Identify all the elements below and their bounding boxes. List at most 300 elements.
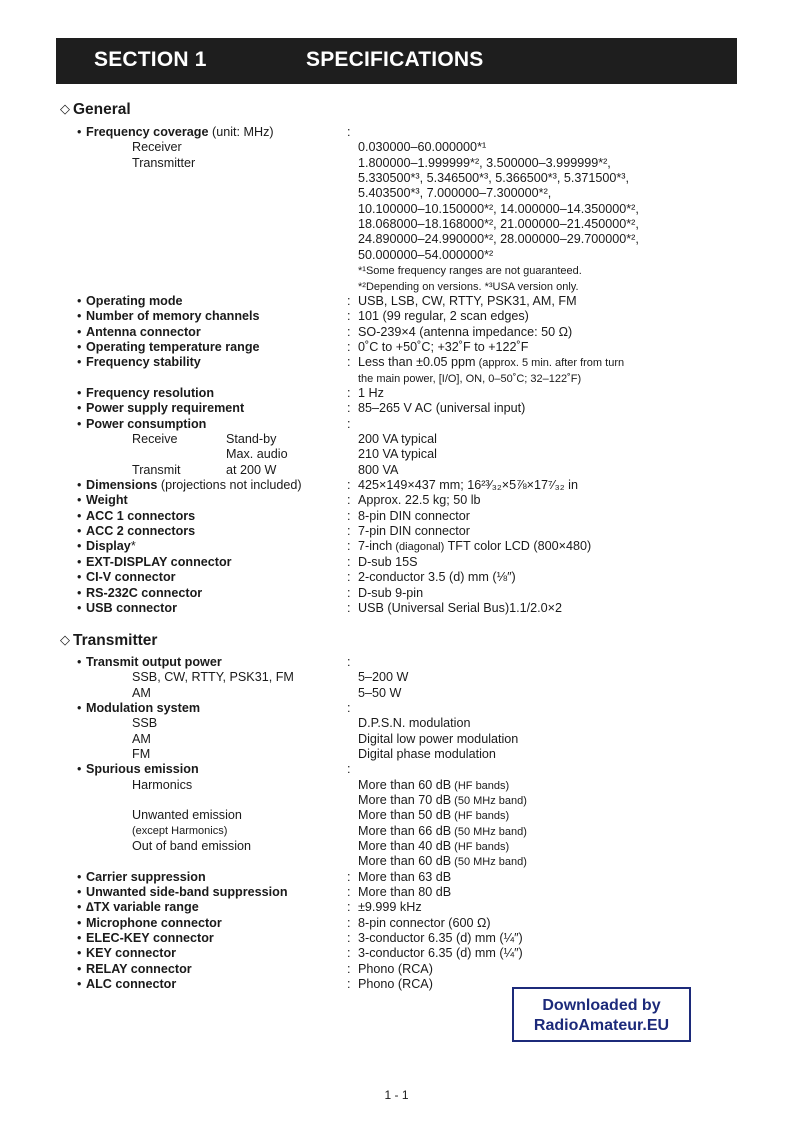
spec-value	[358, 716, 470, 731]
spec-value	[358, 670, 408, 685]
spec-label-bold: ELEC-KEY connector	[86, 930, 214, 945]
spec-label	[77, 946, 176, 961]
spec-value-note: (50 MHz band)	[451, 856, 527, 869]
spec-sublabel: Receive	[132, 432, 178, 446]
spec-label	[77, 555, 232, 570]
spec-row	[0, 839, 793, 854]
spec-label	[77, 340, 260, 355]
bullet-icon: •	[77, 554, 82, 569]
spec-value-text: 5–50 W	[358, 685, 402, 700]
spec-label	[77, 325, 201, 340]
bullet-icon: •	[77, 585, 82, 600]
bullet-icon: •	[77, 961, 82, 976]
bullet-icon: •	[77, 385, 82, 400]
spec-label-bold: ACC 1 connectors	[86, 508, 196, 523]
spec-value-text: 7-inch	[358, 539, 393, 554]
spec-row	[0, 539, 793, 554]
spec-colon: :	[347, 355, 351, 370]
spec-sublabel: Unwanted emission	[132, 808, 242, 823]
spec-value-note: (HF bands)	[451, 810, 510, 823]
spec-row	[0, 171, 793, 186]
spec-value	[358, 778, 509, 794]
spec-sublabel: AM	[132, 731, 151, 746]
spec-label	[77, 539, 136, 554]
spec-colon: :	[347, 655, 351, 669]
spec-row	[0, 570, 793, 585]
spec-label-bold: Power supply requirement	[86, 401, 245, 416]
spec-label-bold: Power consumption	[86, 416, 207, 431]
spec-value	[358, 447, 437, 462]
spec-row	[0, 524, 793, 539]
spec-colon: :	[347, 900, 351, 915]
spec-label-bold: Unwanted side-band suppression	[86, 884, 288, 899]
spec-value	[358, 977, 433, 992]
bullet-icon: •	[77, 976, 82, 991]
spec-value	[358, 808, 509, 824]
bullet-icon: •	[77, 309, 82, 324]
spec-value-text: 1.800000–1.999999*², 3.500000–3.999999*²,	[358, 155, 611, 170]
spec-row	[0, 601, 793, 616]
spec-colon: :	[347, 524, 351, 539]
spec-value	[358, 946, 523, 961]
spec-value	[358, 171, 629, 186]
spec-row	[0, 670, 793, 685]
spec-colon: :	[347, 946, 351, 961]
spec-value-text: 0˚C to +50˚C; +32˚F to +122˚F	[358, 339, 529, 354]
spec-value	[358, 432, 437, 447]
spec-label-bold: KEY connector	[86, 946, 177, 961]
spec-value	[358, 539, 591, 555]
spec-row	[0, 701, 793, 716]
spec-label	[77, 417, 206, 432]
spec-value	[358, 140, 486, 155]
bullet-icon: •	[77, 293, 82, 308]
bullet-icon: •	[77, 930, 82, 945]
spec-value	[358, 217, 639, 232]
spec-value	[358, 839, 509, 855]
spec-label-bold: Microphone connector	[86, 915, 222, 930]
bullet-icon: •	[77, 884, 82, 899]
spec-row	[0, 325, 793, 340]
spec-label	[77, 870, 206, 885]
spec-row	[0, 870, 793, 885]
spec-value-text: More than 80 dB	[358, 884, 452, 899]
spec-label-bold: RELAY connector	[86, 961, 192, 976]
spec-sublabel: FM	[132, 746, 151, 761]
spec-value-text: Phono (RCA)	[358, 961, 433, 976]
spec-row	[0, 509, 793, 524]
spec-row	[0, 778, 793, 793]
spec-value	[358, 279, 579, 295]
spec-colon: :	[347, 600, 351, 615]
spec-value	[358, 916, 491, 931]
spec-value-text: 8-pin connector (600 Ω)	[358, 915, 491, 930]
spec-label-bold: Carrier suppression	[86, 869, 206, 884]
spec-value-text: Less than ±0.05 ppm	[358, 355, 476, 370]
spec-value-text: USB (Universal Serial Bus)1.1/2.0×2	[358, 600, 563, 615]
spec-row	[0, 793, 793, 808]
bullet-icon: •	[77, 493, 82, 508]
spec-row	[0, 854, 793, 869]
download-watermark-badge: Downloaded by RadioAmateur.EU	[512, 987, 691, 1042]
spec-value-text: More than 70 dB	[358, 792, 452, 807]
spec-value	[358, 355, 624, 371]
spec-sublabel: Harmonics	[132, 777, 193, 792]
spec-label	[77, 931, 214, 946]
transmitter-heading: ◇ Transmitter	[60, 632, 158, 649]
spec-value-text: D-sub 9-pin	[358, 585, 424, 600]
bullet-icon: •	[77, 869, 82, 884]
spec-value	[358, 186, 551, 201]
spec-value-text: 24.890000–24.990000*², 28.000000–29.700000*²,	[358, 232, 639, 247]
spec-value-text: USB, LSB, CW, RTTY, PSK31, AM, FM	[358, 293, 577, 308]
spec-label-bold: USB connector	[86, 600, 177, 615]
spec-label	[77, 355, 201, 370]
spec-value	[358, 870, 451, 885]
spec-row	[0, 463, 793, 478]
spec-label	[77, 655, 222, 670]
spec-value-text: 1 Hz	[358, 385, 384, 400]
spec-label-bold: Operating temperature range	[86, 339, 260, 354]
spec-row	[0, 140, 793, 155]
spec-value-note: (diagonal)	[392, 541, 445, 554]
spec-colon: :	[347, 762, 351, 777]
diamond-icon: ◇	[60, 101, 70, 116]
spec-label-bold: ALC connector	[86, 976, 177, 991]
spec-colon: :	[347, 125, 351, 139]
bullet-icon: •	[77, 416, 82, 431]
spec-value-note: (HF bands)	[451, 779, 510, 792]
bullet-icon: •	[77, 125, 82, 139]
spec-value-text: *²Depending on versions. *³USA version only.	[358, 280, 579, 293]
spec-value-note: (approx. 5 min. after from turn	[475, 357, 625, 370]
spec-value-text: 2-conductor 3.5 (d) mm (⅛″)	[358, 570, 516, 585]
spec-colon: :	[347, 570, 351, 585]
spec-value-text: 800 VA	[358, 462, 399, 477]
spec-label	[77, 524, 195, 539]
spec-row	[0, 493, 793, 508]
spec-row	[0, 202, 793, 217]
spec-value	[358, 900, 422, 915]
spec-value	[358, 309, 529, 324]
spec-colon: :	[347, 478, 351, 493]
spec-row	[0, 386, 793, 401]
spec-value-text: More than 60 dB	[358, 777, 452, 792]
section-number: SECTION 1	[94, 48, 207, 71]
spec-sublabel: SSB	[132, 716, 158, 731]
spec-label-bold: EXT-DISPLAY connector	[86, 554, 232, 569]
spec-label	[77, 493, 128, 508]
spec-row	[0, 355, 793, 370]
spec-value-text: SO-239×4 (antenna impedance: 50 Ω)	[358, 324, 573, 339]
spec-row	[0, 263, 793, 278]
spec-label-bold: Display	[86, 539, 131, 554]
spec-value	[358, 601, 562, 616]
spec-value-text: 50.000000–54.000000*²	[358, 247, 494, 262]
spec-sublabel-condition: at 200 W	[226, 462, 277, 477]
spec-row	[0, 432, 793, 447]
spec-value-text: D-sub 15S	[358, 554, 418, 569]
spec-label-note: *	[130, 539, 136, 554]
spec-row	[0, 655, 793, 670]
spec-label	[77, 977, 176, 992]
spec-value	[358, 509, 470, 524]
spec-value	[358, 686, 401, 701]
spec-value	[358, 793, 527, 809]
bullet-icon: •	[77, 401, 82, 416]
spec-value-text: 0.030000–60.000000*¹	[358, 140, 487, 155]
spec-colon: :	[347, 309, 351, 324]
spec-value-note: (HF bands)	[451, 840, 510, 853]
spec-value	[358, 263, 582, 279]
spec-value-note: (50 MHz band)	[451, 794, 527, 807]
spec-row	[0, 931, 793, 946]
spec-value	[358, 294, 577, 309]
spec-row	[0, 340, 793, 355]
spec-value-text: More than 66 dB	[358, 823, 452, 838]
spec-label	[77, 125, 274, 140]
spec-row	[0, 946, 793, 961]
spec-label-bold: CI-V connector	[86, 570, 176, 585]
spec-value-text: 85–265 V AC (universal input)	[358, 401, 526, 416]
spec-value	[358, 156, 611, 171]
spec-sublabel-condition: Max. audio	[226, 447, 288, 462]
spec-row	[0, 371, 793, 386]
spec-row	[0, 125, 793, 140]
bullet-icon: •	[77, 600, 82, 615]
spec-label-note: (projections not included)	[157, 478, 302, 493]
spec-colon: :	[347, 884, 351, 899]
spec-value-text: 10.100000–10.150000*², 14.000000–14.350000*²,	[358, 201, 639, 216]
spec-value	[358, 854, 527, 870]
spec-colon: :	[347, 385, 351, 400]
spec-value	[358, 555, 418, 570]
spec-value-text: Approx. 22.5 kg; 50 lb	[358, 493, 481, 508]
spec-colon: :	[347, 961, 351, 976]
spec-colon: :	[347, 293, 351, 308]
spec-value	[358, 340, 528, 355]
spec-label-note: (unit: MHz)	[208, 125, 274, 139]
bullet-icon: •	[77, 570, 82, 585]
spec-colon: :	[347, 554, 351, 569]
spec-sublabel: SSB, CW, RTTY, PSK31, FM	[132, 670, 294, 685]
spec-colon: :	[347, 539, 351, 554]
spec-row	[0, 900, 793, 915]
spec-label	[77, 916, 222, 931]
spec-label-bold: ∆TX variable range	[86, 900, 199, 915]
spec-label	[77, 509, 195, 524]
bullet-icon: •	[77, 700, 82, 715]
spec-row	[0, 478, 793, 493]
spec-row	[0, 732, 793, 747]
spec-value	[358, 824, 527, 840]
spec-row	[0, 401, 793, 416]
spec-value-text: 8-pin DIN connector	[358, 508, 470, 523]
spec-colon: :	[347, 915, 351, 930]
spec-colon: :	[347, 700, 351, 715]
spec-value	[358, 493, 481, 508]
spec-value-text: 200 VA typical	[358, 432, 437, 446]
bullet-icon: •	[77, 324, 82, 339]
spec-value	[358, 962, 433, 977]
spec-row	[0, 186, 793, 201]
spec-value-text: More than 63 dB	[358, 869, 452, 884]
bullet-icon: •	[77, 508, 82, 523]
spec-row	[0, 747, 793, 762]
spec-value	[358, 885, 451, 900]
spec-row	[0, 916, 793, 931]
spec-value	[358, 478, 578, 493]
spec-row	[0, 962, 793, 977]
spec-value-text: 3-conductor 6.35 (d) mm (¼″)	[358, 946, 523, 961]
spec-label	[77, 570, 176, 585]
spec-value	[358, 325, 572, 340]
spec-value-text: ±9.999 kHz	[358, 900, 422, 915]
bullet-icon: •	[77, 900, 82, 915]
spec-value	[358, 524, 470, 539]
spec-label-bold: ACC 2 connectors	[86, 524, 196, 539]
spec-value-text: the main power, [I/O], ON, 0–50˚C; 32–122˚F)	[358, 372, 582, 385]
spec-label	[77, 701, 200, 716]
spec-row	[0, 808, 793, 823]
spec-colon: :	[347, 930, 351, 945]
spec-value-text: More than 50 dB	[358, 808, 452, 823]
spec-value	[358, 586, 423, 601]
spec-label	[77, 386, 214, 401]
spec-value-text: More than 40 dB	[358, 838, 452, 853]
spec-value	[358, 202, 639, 217]
bullet-icon: •	[77, 655, 82, 669]
spec-label	[77, 962, 192, 977]
spec-row	[0, 885, 793, 900]
spec-row	[0, 824, 793, 839]
spec-label-bold: Number of memory channels	[86, 309, 260, 324]
spec-row	[0, 586, 793, 601]
spec-value-text: D.P.S.N. modulation	[358, 716, 471, 731]
spec-label	[77, 309, 260, 324]
spec-row	[0, 248, 793, 263]
spec-colon: :	[347, 339, 351, 354]
spec-row	[0, 716, 793, 731]
bullet-icon: •	[77, 762, 82, 777]
spec-label-bold: Frequency coverage	[86, 125, 209, 139]
spec-label	[77, 885, 288, 900]
spec-label-bold: Operating mode	[86, 293, 183, 308]
spec-label	[77, 401, 244, 416]
spec-label-bold: Frequency resolution	[86, 385, 215, 400]
spec-label-bold: Transmit output power	[86, 655, 222, 669]
spec-label-bold: Modulation system	[86, 700, 201, 715]
spec-value-text: Phono (RCA)	[358, 976, 433, 991]
spec-row	[0, 279, 793, 294]
spec-value-text: Digital phase modulation	[358, 746, 496, 761]
spec-label	[77, 762, 199, 777]
spec-value	[358, 371, 581, 387]
spec-value-text: *¹Some frequency ranges are not guaranteed.	[358, 265, 582, 278]
spec-value	[358, 747, 496, 762]
spec-row	[0, 156, 793, 171]
spec-value-text: 425×149×437 mm; 16²³⁄₃₂×5⅞×17⁷⁄₃₂ in	[358, 478, 578, 493]
bullet-icon: •	[77, 478, 82, 493]
spec-label	[77, 601, 177, 616]
bullet-icon: •	[77, 539, 82, 554]
spec-row	[0, 217, 793, 232]
spec-colon: :	[347, 324, 351, 339]
bullet-icon: •	[77, 915, 82, 930]
spec-label-bold: RS-232C connector	[86, 585, 203, 600]
spec-colon: :	[347, 869, 351, 884]
section-header	[56, 38, 737, 84]
section-title: SPECIFICATIONS	[306, 48, 484, 71]
spec-value	[358, 732, 518, 747]
spec-sublabel: Receiver	[132, 140, 182, 155]
spec-value	[358, 463, 398, 478]
spec-row	[0, 555, 793, 570]
spec-sublabel-condition: Stand-by	[226, 432, 277, 446]
spec-label	[77, 900, 199, 915]
spec-value-text: 18.068000–18.168000*², 21.000000–21.450000*²,	[358, 217, 639, 232]
spec-label	[77, 294, 183, 309]
spec-colon: :	[347, 585, 351, 600]
bullet-icon: •	[77, 355, 82, 370]
spec-label	[77, 478, 302, 493]
spec-value-text: 5.403500*³, 7.000000–7.300000*²,	[358, 186, 552, 201]
spec-colon: :	[347, 976, 351, 991]
spec-value-text: 5.330500*³, 5.346500*³, 5.366500*³, 5.371500*³,	[358, 171, 629, 186]
spec-value-text-after: TFT color LCD (800×480)	[444, 539, 592, 554]
spec-colon: :	[347, 401, 351, 416]
spec-colon: :	[347, 508, 351, 523]
spec-sublabel: (except Harmonics)	[132, 824, 228, 837]
spec-value	[358, 931, 523, 946]
bullet-icon: •	[77, 946, 82, 961]
spec-row	[0, 447, 793, 462]
spec-sublabel: Transmitter	[132, 155, 196, 170]
diamond-icon: ◇	[60, 632, 70, 647]
bullet-icon: •	[77, 524, 82, 539]
spec-colon: :	[347, 493, 351, 508]
page-number: 1 - 1	[384, 1088, 409, 1102]
spec-label-bold: Dimensions	[86, 478, 158, 493]
spec-sublabel: Transmit	[132, 462, 181, 477]
spec-value	[358, 232, 639, 247]
spec-label	[77, 586, 202, 601]
spec-value	[358, 570, 516, 585]
spec-colon: :	[347, 416, 351, 431]
bullet-icon: •	[77, 339, 82, 354]
spec-label-bold: Antenna connector	[86, 324, 201, 339]
spec-value	[358, 386, 384, 401]
spec-value-text: Digital low power modulation	[358, 731, 519, 746]
spec-sublabel: Out of band emission	[132, 838, 252, 853]
spec-value-text: More than 60 dB	[358, 854, 452, 869]
spec-row	[0, 762, 793, 777]
spec-sublabel: AM	[132, 685, 151, 700]
spec-row	[0, 686, 793, 701]
spec-value-text: 210 VA typical	[358, 447, 437, 462]
spec-row	[0, 294, 793, 309]
spec-value-note: (50 MHz band)	[451, 825, 527, 838]
spec-label-bold: Spurious emission	[86, 762, 199, 777]
spec-row	[0, 232, 793, 247]
spec-value-text: 7-pin DIN connector	[358, 524, 470, 539]
spec-label-bold: Frequency stability	[86, 355, 201, 370]
spec-value-text: 3-conductor 6.35 (d) mm (¼″)	[358, 930, 523, 945]
spec-value-text: 5–200 W	[358, 670, 409, 685]
spec-row	[0, 417, 793, 432]
general-heading: ◇ General	[60, 101, 131, 118]
spec-row	[0, 309, 793, 324]
